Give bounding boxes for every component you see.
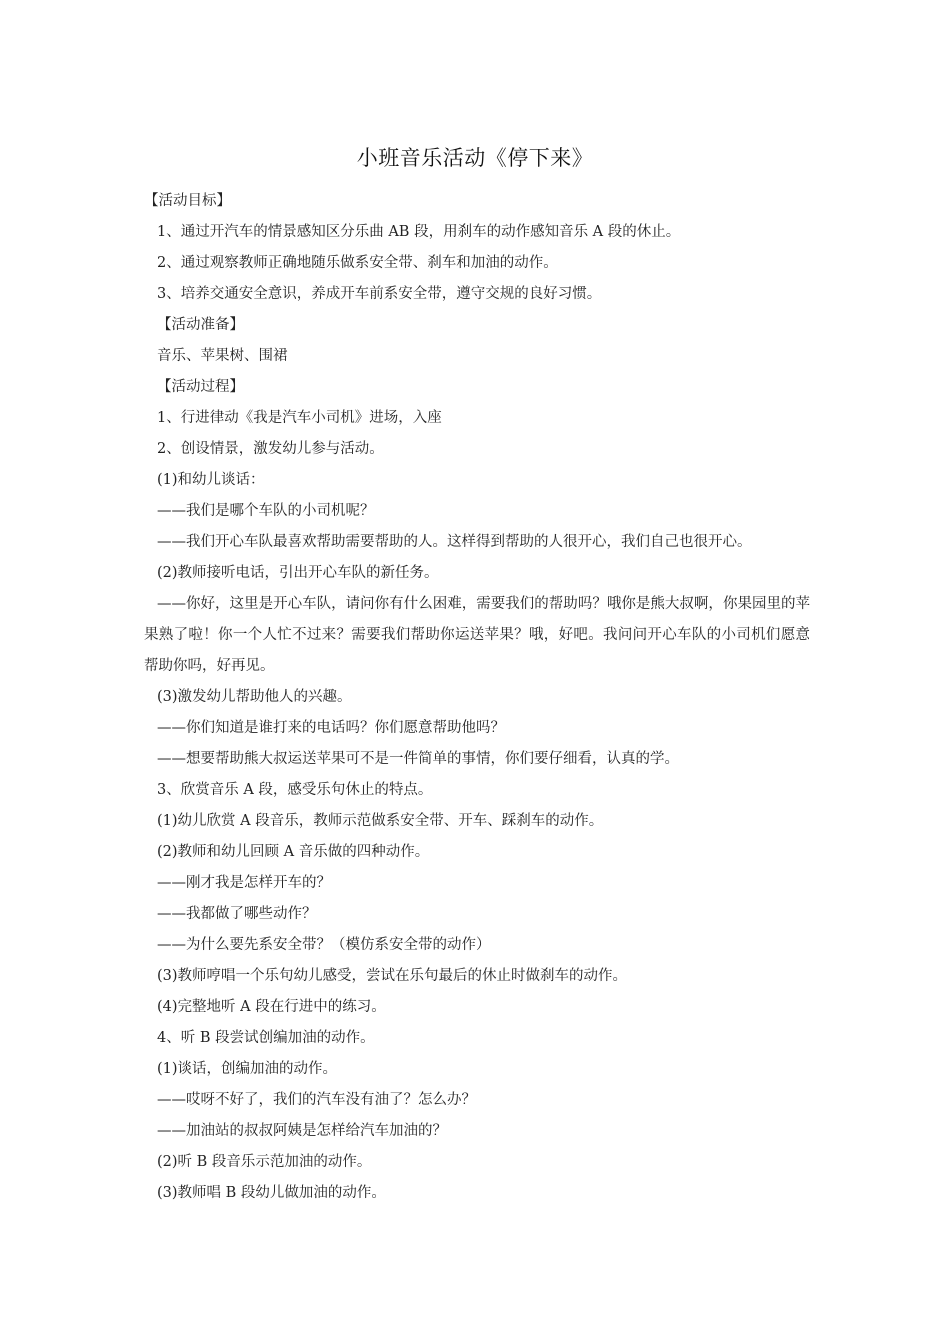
paragraph: ——我们是哪个车队的小司机呢？ <box>157 503 375 519</box>
paragraph: (1)幼儿欣赏 A 段音乐，教师示范做系安全带、开车、踩刹车的动作。 <box>157 813 604 829</box>
paragraph: 1、行进律动《我是汽车小司机》进场，入座 <box>157 410 442 426</box>
paragraph: (1)谈话，创编加油的动作。 <box>157 1061 338 1077</box>
paragraph: 2、通过观察教师正确地随乐做系安全带、刹车和加油的动作。 <box>157 255 558 271</box>
paragraph: (4)完整地听 A 段在行进中的练习。 <box>157 999 386 1015</box>
paragraph: (2)听 B 段音乐示范加油的动作。 <box>157 1154 372 1170</box>
section-heading-goals: 【活动目标】 <box>144 193 231 209</box>
paragraph: 4、听 B 段尝试创编加油的动作。 <box>157 1030 375 1046</box>
document-title: 小班音乐活动《停下来》 <box>356 146 594 170</box>
paragraph: ——刚才我是怎样开车的？ <box>157 875 331 891</box>
paragraph: (1)和幼儿谈话： <box>157 472 265 488</box>
paragraph: ——你好，这里是开心车队，请问你有什么困难，需要我们的帮助吗？哦你是熊大叔啊，你果园里的苹果熟了啦！你一个人忙不过来？需要我们帮助你运送苹果？哦，好吧。我问问开心车队的小司机们愿意帮助你吗，好再见。 <box>144 596 810 674</box>
paragraph: (2)教师接听电话，引出开心车队的新任务。 <box>157 565 439 581</box>
paragraph: (3)教师哼唱一个乐句幼儿感受，尝试在乐句最后的休止时做刹车的动作。 <box>157 968 628 984</box>
paragraph: ——哎呀不好了，我们的汽车没有油了？怎么办？ <box>157 1092 476 1108</box>
paragraph: 2、创设情景，激发幼儿参与活动。 <box>157 441 384 457</box>
paragraph: (2)教师和幼儿回顾 A 音乐做的四种动作。 <box>157 844 430 860</box>
paragraph: ——加油站的叔叔阿姨是怎样给汽车加油的？ <box>157 1123 447 1139</box>
paragraph: (3)激发幼儿帮助他人的兴趣。 <box>157 689 352 705</box>
document-body <box>144 186 810 1209</box>
paragraph: 音乐、苹果树、围裙 <box>157 348 288 364</box>
paragraph: ——我们开心车队最喜欢帮助需要帮助的人。这样得到帮助的人很开心，我们自己也很开心。 <box>157 534 752 550</box>
paragraph: (3)教师唱 B 段幼儿做加油的动作。 <box>157 1185 386 1201</box>
paragraph: 3、培养交通安全意识，养成开车前系安全带，遵守交规的良好习惯。 <box>157 286 602 302</box>
section-heading-process: 【活动过程】 <box>157 379 244 395</box>
paragraph: 1、通过开汽车的情景感知区分乐曲 AB 段，用刹车的动作感知音乐 A 段的休止。 <box>157 224 681 240</box>
paragraph: ——我都做了哪些动作？ <box>157 906 317 922</box>
section-heading-preparation: 【活动准备】 <box>157 317 244 333</box>
paragraph: ——为什么要先系安全带？（模仿系安全带的动作） <box>157 937 491 953</box>
paragraph: ——你们知道是谁打来的电话吗？你们愿意帮助他吗？ <box>157 720 505 736</box>
paragraph: ——想要帮助熊大叔运送苹果可不是一件简单的事情，你们要仔细看，认真的学。 <box>157 751 679 767</box>
paragraph: 3、欣赏音乐 A 段，感受乐句休止的特点。 <box>157 782 433 798</box>
